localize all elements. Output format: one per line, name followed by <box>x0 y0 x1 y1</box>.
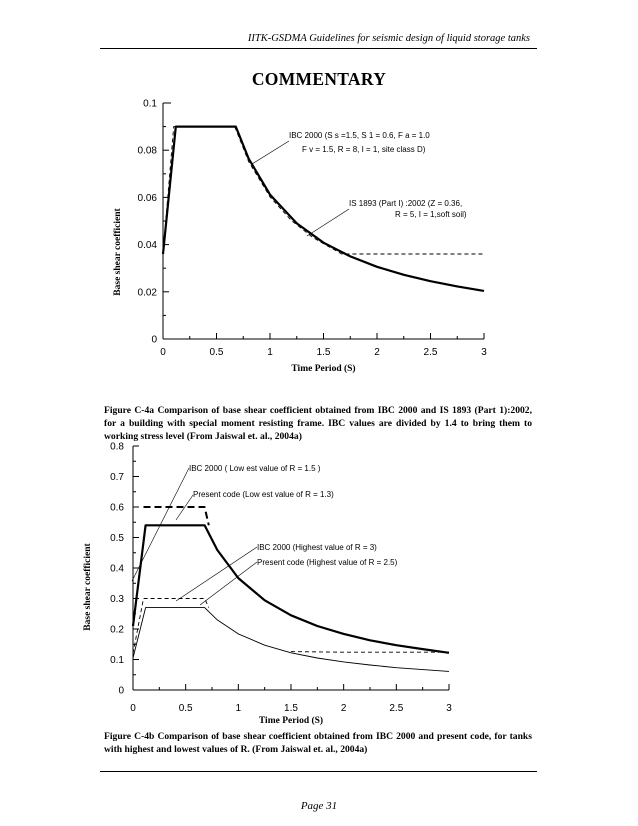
y-tick-label: 0.5 <box>110 533 124 544</box>
chart-a <box>113 99 487 375</box>
chart-b <box>83 442 452 727</box>
x-tick-label: 3 <box>446 703 452 714</box>
y-tick-label: 0.7 <box>110 472 124 483</box>
page-number: Page 31 <box>300 800 338 812</box>
series-line-4 <box>133 608 449 672</box>
y-axis-title: Base shear coefficient <box>83 543 93 631</box>
x-tick-label: 3 <box>481 347 487 358</box>
figure-caption-b: Figure C-4b Comparison of base shear coefficient obtained from IBC 2000 and present code, for tanks with highest and lowest values of R. (From Jaiswal et. al., 2004a) <box>104 731 532 755</box>
x-tick-label: 0.5 <box>209 347 224 358</box>
series-line-3 <box>133 599 209 654</box>
x-tick-label: 1 <box>267 347 273 358</box>
y-tick-label: 0.08 <box>137 145 157 157</box>
series-line-5 <box>291 652 449 653</box>
y-tick-label: 0.6 <box>110 502 124 514</box>
annotation-leader <box>307 209 349 236</box>
annotation-label: F v = 1.5, R = 8, I = 1, site class D) <box>302 145 426 154</box>
y-axis-title: Base shear coefficient <box>113 208 123 296</box>
annotation-leader <box>200 562 257 605</box>
y-tick-label: 0.06 <box>137 192 157 204</box>
annotation-label: IS 1893 (Part I) :2002 (Z = 0.36, <box>349 199 463 208</box>
annotation-label: R = 5, I = 1,soft soil) <box>395 210 467 219</box>
y-tick-label: 0.02 <box>137 287 157 299</box>
annotation-label: IBC 2000 (S s =1.5, S 1 = 0.6, F a = 1.0 <box>289 131 430 140</box>
y-tick-label: 0.1 <box>143 98 157 110</box>
x-tick-label: 1.5 <box>284 703 298 714</box>
x-tick-label: 0.5 <box>178 703 193 714</box>
x-tick-label: 2.5 <box>389 703 404 714</box>
y-tick-label: 0 <box>118 685 124 697</box>
annotation-label: IBC 2000 (Highest value of R = 3) <box>257 543 377 552</box>
series-line-1 <box>144 507 209 525</box>
y-tick-label: 0.3 <box>110 594 124 605</box>
running-header: IITK-GSDMA Guidelines for seismic design of liquid storage tanks <box>247 33 530 44</box>
x-tick-label: 2 <box>340 703 347 714</box>
y-tick-label: 0 <box>151 334 157 346</box>
annotation-label: IBC 2000 ( Low est value of R = 1.5 ) <box>189 464 321 473</box>
x-tick-label: 2.5 <box>423 347 438 358</box>
section-title: COMMENTARY <box>251 69 387 89</box>
x-tick-label: 2 <box>374 347 380 358</box>
annotation-label: Present code (Low est value of R = 1.3) <box>193 490 334 499</box>
x-tick-label: 0 <box>160 347 166 358</box>
y-tick-label: 0.04 <box>137 240 157 252</box>
y-tick-label: 0.1 <box>110 655 124 666</box>
y-tick-label: 0.8 <box>110 441 124 453</box>
x-tick-label: 1 <box>235 703 242 714</box>
x-axis-title: Time Period (S) <box>258 716 324 726</box>
x-tick-label: 1.5 <box>316 347 331 358</box>
figure-caption-a: Figure C-4a Comparison of base shear coefficient obtained from IBC 2000 and IS 1893 (Part 1):2002, for a building with special moment resisting frame. IBC values are divided by 1.4 to bring them to working stress level (From Jaiswal et. al., 2004a) <box>104 405 532 442</box>
annotation-label: Present code (Highest value of R = 2.5) <box>257 558 398 567</box>
annotation-leader <box>252 141 289 164</box>
y-tick-label: 0.2 <box>110 624 124 636</box>
x-tick-label: 0 <box>130 703 136 714</box>
y-tick-label: 0.4 <box>110 563 124 575</box>
x-axis-title: Time Period (S) <box>291 364 356 374</box>
